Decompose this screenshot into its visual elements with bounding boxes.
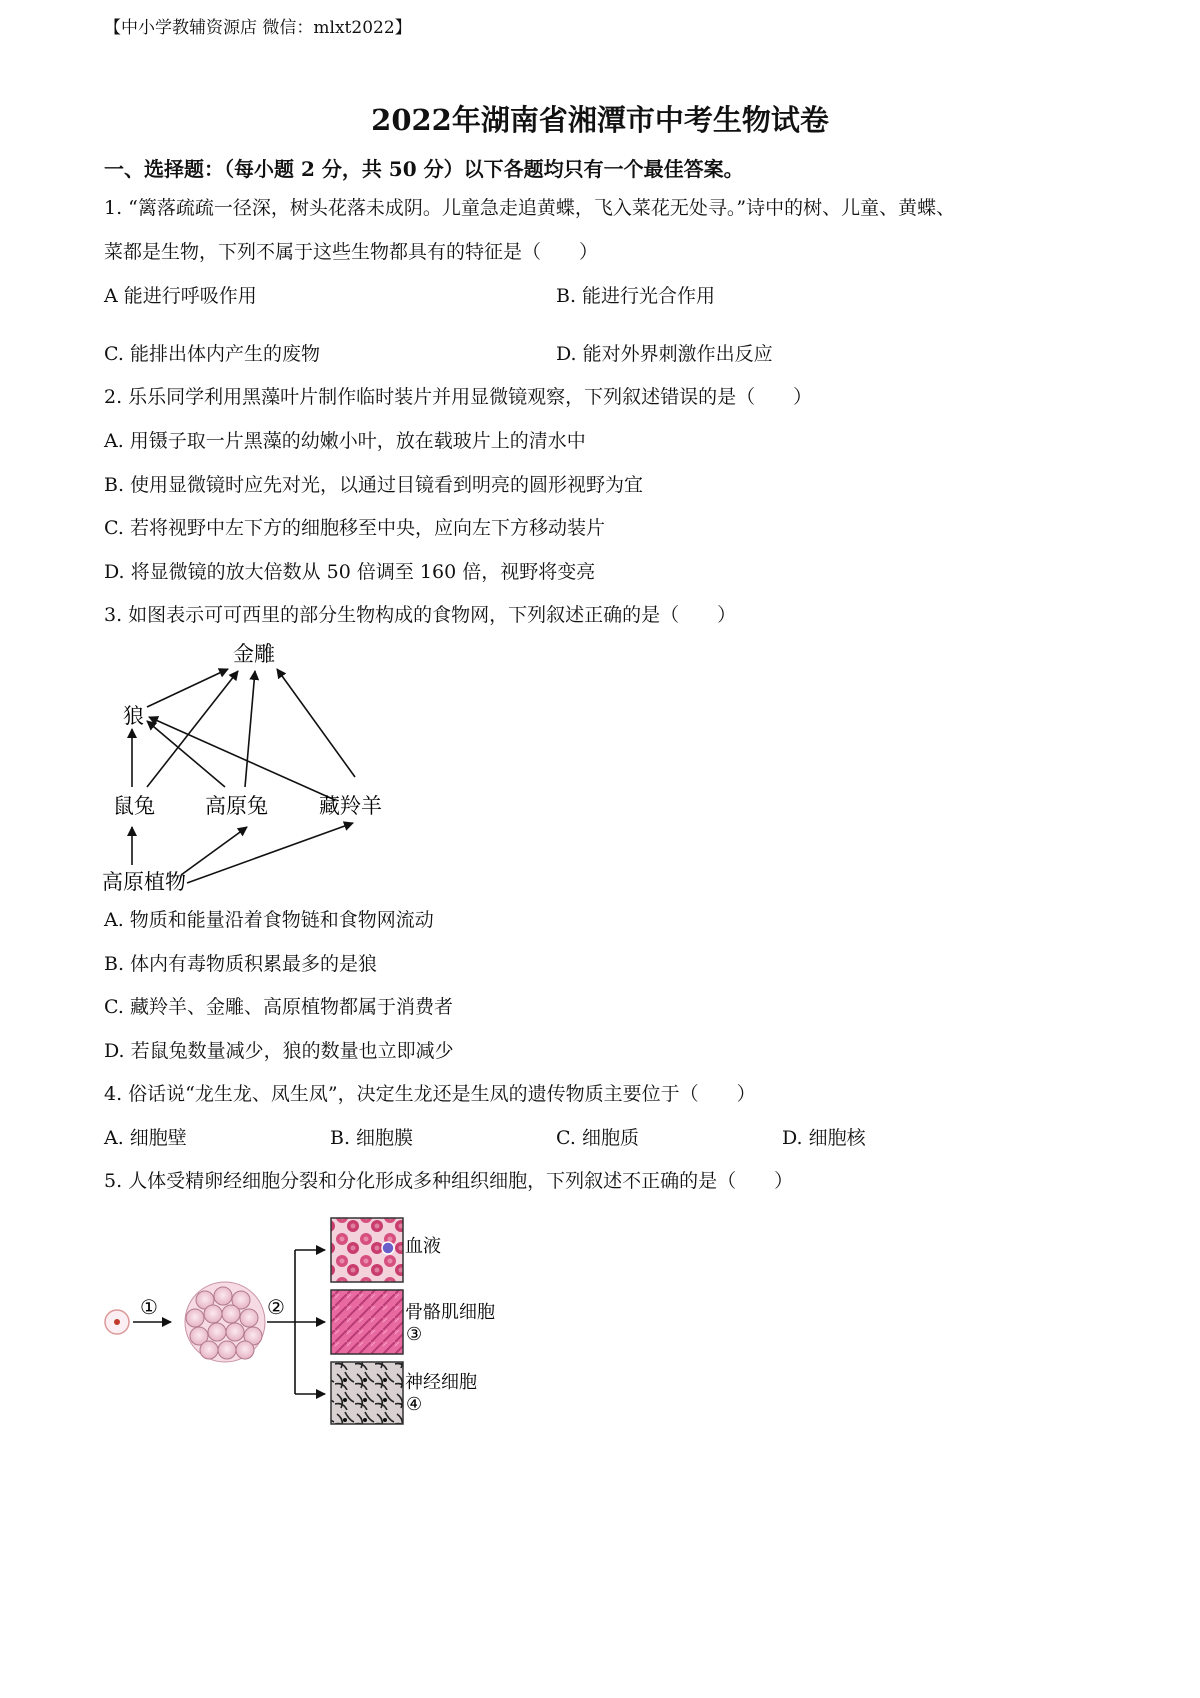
question-2-option-c: C. 若将视野中左下方的细胞移至中央，应向左下方移动装片: [104, 517, 605, 539]
section-heading: 一、选择题：（每小题 2 分，共 50 分）以下各题均只有一个最佳答案。: [104, 157, 744, 181]
step-2-label: ②: [267, 1295, 285, 1319]
muscle-tissue-image: [331, 1290, 403, 1354]
marker-4-label: ④: [406, 1394, 423, 1415]
nerve-cell-label: 神经细胞: [405, 1372, 477, 1393]
cell-cluster-icon: [185, 1282, 265, 1362]
question-3-option-c: C. 藏羚羊、金雕、高原植物都属于消费者: [104, 996, 453, 1018]
question-4-option-c: C. 细胞质: [556, 1127, 639, 1149]
question-1-stem-line2: 菜都是生物，下列不属于这些生物都具有的特征是（ ）: [104, 241, 599, 263]
question-4-option-b: B. 细胞膜: [330, 1127, 414, 1149]
blood-label: 血液: [405, 1236, 441, 1257]
question-3-stem: 3. 如图表示可可西里的部分生物构成的食物网，下列叙述正确的是（ ）: [104, 604, 737, 626]
node-tibetan-antelope: 藏羚羊: [319, 794, 382, 818]
skeletal-muscle-label: 骨骼肌细胞: [405, 1302, 495, 1323]
question-4-option-a: A. 细胞壁: [104, 1127, 187, 1149]
question-2-option-b: B. 使用显微镜时应先对光，以通过目镜看到明亮的圆形视野为宜: [104, 474, 644, 496]
question-4-stem: 4. 俗话说“龙生龙、凤生凤”，决定生龙还是生凤的遗传物质主要位于（ ）: [104, 1083, 756, 1105]
question-3-option-a: A. 物质和能量沿着食物链和食物网流动: [104, 909, 434, 931]
question-1-option-d: D. 能对外界刺激作出反应: [556, 343, 773, 365]
node-plateau-hare: 高原兔: [205, 794, 268, 818]
node-wolf: 狼: [123, 704, 144, 728]
question-1-option-a: A 能进行呼吸作用: [104, 285, 257, 307]
question-2-option-d: D. 将显微镜的放大倍数从 50 倍调至 160 倍，视野将变亮: [104, 561, 596, 583]
node-eagle: 金雕: [233, 642, 275, 666]
header-watermark: 【中小学教辅资源店 微信：mlxt2022】: [104, 18, 412, 38]
question-1-option-c: C. 能排出体内产生的废物: [104, 343, 320, 365]
question-5-stem: 5. 人体受精卵经细胞分裂和分化形成多种组织细胞，下列叙述不正确的是（ ）: [104, 1170, 794, 1192]
question-1-stem-line1: 1. “篱落疏疏一径深，树头花落未成阴。儿童急走追黄蝶，飞入菜花无处寻。”诗中的树、儿童、黄蝶、: [104, 197, 956, 219]
marker-3-label: ③: [406, 1324, 423, 1345]
node-pika: 鼠兔: [113, 794, 155, 818]
question-2-stem: 2. 乐乐同学利用黑藻叶片制作临时装片并用显微镜观察，下列叙述错误的是（ ）: [104, 386, 813, 408]
page-title: 2022年湖南省湘潭市中考生物试卷: [371, 103, 829, 137]
question-3-option-d: D. 若鼠兔数量减少，狼的数量也立即减少: [104, 1040, 454, 1062]
question-1-option-b: B. 能进行光合作用: [556, 285, 716, 307]
cell-differentiation-diagram: [95, 1210, 515, 1430]
question-2-option-a: A. 用镊子取一片黑藻的幼嫩小叶，放在载玻片上的清水中: [104, 430, 586, 452]
question-4-option-d: D. 细胞核: [782, 1127, 866, 1149]
node-plateau-plants: 高原植物: [102, 870, 186, 894]
nerve-tissue-image: [331, 1362, 403, 1424]
step-1-label: ①: [140, 1295, 158, 1319]
question-3-option-b: B. 体内有毒物质积累最多的是狼: [104, 953, 378, 975]
food-web-diagram: [95, 635, 405, 905]
